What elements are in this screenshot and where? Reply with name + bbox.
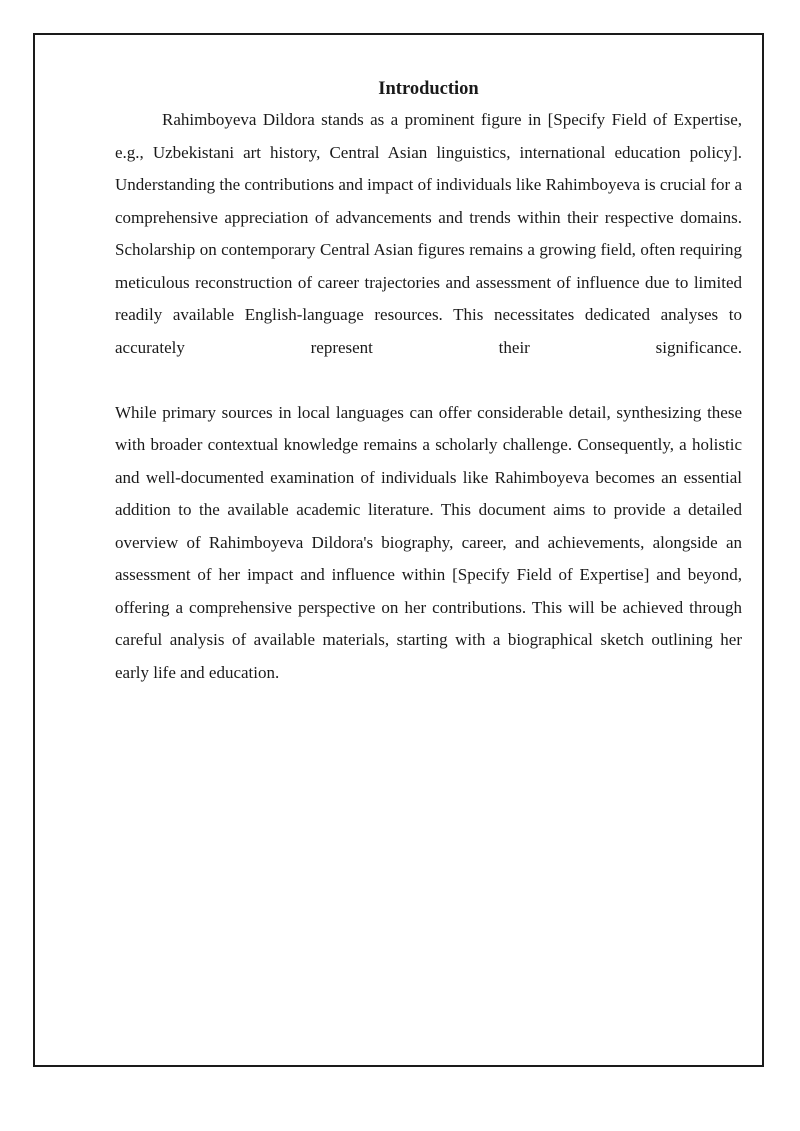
paragraph-1: Rahimboyeva Dildora stands as a prominent figure in [Specify Field of Expertise, e.g., Uzbekistani art history, Central Asian linguistics, international education policy]. Understanding the contributions and impact of individuals like Rahimboyeva is crucial for a comprehensive appreciation of advancements and trends within their respective domains. Scholarship on contemporary Central Asian figures remains a growing field, often requiring meticulous reconstruction of career trajectories and assessment of influence due to limited readily available English-language resources. This necessitates dedicated analyses to accurately represent their significance.: [115, 110, 742, 357]
paragraph-spacer: [115, 364, 742, 397]
section-heading: Introduction: [378, 79, 479, 99]
paragraph-2: While primary sources in local languages can offer considerable detail, synthesizing these with broader contextual knowledge remains a scholarly challenge. Consequently, a holistic and well-documented examination of individuals like Rahimboyeva becomes an essential addition to the available academic literature. This document aims to provide a detailed overview of Rahimboyeva Dildora's biography, career, and achievements, alongside an assessment of her impact and influence within [Specify Field of Expertise] and beyond, offering a comprehensive perspective on her contributions. This will be achieved through careful analysis of available materials, starting with a biographical sketch outlining her early life and education.: [115, 402, 742, 682]
document-body: [115, 74, 742, 689]
